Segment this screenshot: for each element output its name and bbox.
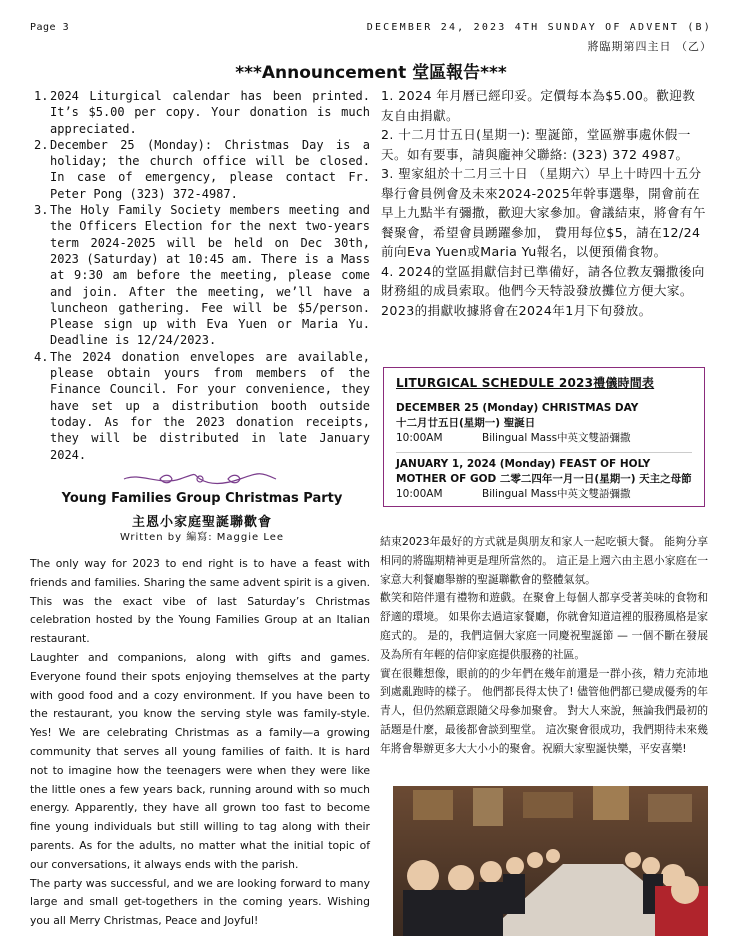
- article-body-chinese: [380, 533, 708, 759]
- item-text: The Holy Family Society members meeting and the Officers Election for the next two-years term 2024-2025 will be held on Dec 30th, 2023 (Saturday) at 10:45 am. There is a Mass at 9:30 am before the meeting, please come and join. After the meeting, we’ll have a luncheon gathering. Fee will be $5/person. Please sign up with Eva Yuen or Maria Yu. Deadline is 12/24/2023.: [50, 203, 370, 348]
- article-title-chinese: 主恩小家庭聖誕聯歡會: [131, 515, 272, 530]
- entry-time: 10:00AM: [396, 432, 443, 444]
- divider: [396, 452, 692, 453]
- item-text: The 2024 donation envelopes are available, please obtain yours from members of the Finance Council. For your convenience, they have set up a distribution booth outside today. As for the 2023 donation receipts, they will be distributed in late January 2024.: [50, 349, 370, 462]
- item-number: 2.: [34, 137, 49, 152]
- announcements-english: [34, 88, 370, 463]
- entry-time: 10:00AM: [396, 488, 443, 500]
- date-line: DECEMBER 24, 2023 4TH SUNDAY OF ADVENT (B): [366, 22, 712, 33]
- entry-date: DECEMBER 25 (Monday) CHRISTMAS DAY: [396, 402, 639, 414]
- announcement-item: [34, 137, 370, 202]
- announcement-item-zh: 2. 十二月廿五日(星期一): 聖誕節，堂區辦事處休假一天。如有要事，請與龐神父聯絡: (323) 372 4987。: [381, 127, 691, 162]
- announcement-item-zh: 1. 2024 年月曆已經印妥。定價每本為$5.00。歡迎教友自由捐獻。: [381, 88, 696, 123]
- article-author: Written by 編寫: Maggie Lee: [119, 532, 285, 543]
- page-title: ***Announcement 堂區報告***: [235, 63, 507, 83]
- announcement-item-zh: 4. 2024的堂區捐獻信封已準備好，請各位教友彌撒後向財務組的成員索取。他們今天特設發放攤位方便大家。 2023的捐獻收據將會在2024年1月下旬發放。: [381, 263, 705, 318]
- entry-date: JANUARY 1, 2024 (Monday) FEAST OF HOLY MOTHER OF GOD 二零二四年一月一日(星期一) 天主之母節: [396, 458, 692, 485]
- paragraph: 歡笑和陪伴還有禮物和遊戲。在聚會上每個人都享受著美味的食物和舒適的環境。 如果你去過這家餐廳，你就會知道這裡的服務風格是家庭式的。 是的，我們這個大家庭一同慶祝聖誕節 — 一個不斷在發展及為所有年輕的信仰家庭提供服務的社區。: [380, 591, 708, 661]
- paragraph: Laughter and companions, along with gifts and games. Everyone found their spots enjoying themselves at the party with good food and a cozy environment. If you have been to the restaurant, you know the serving style was family-style. Yes! We are celebrating Christmas as a family—a growing community that serves all young families of faith. It is hard not to imagine how the teenagers were when they were like the little ones a few years back, running around with so much energy. Apparently, they have all grown too fast to become fine young individuals but still willing to tag along with their parents. As for the adults, no matter what the initial topic of our conversations, it always ends with the parish.: [30, 650, 370, 871]
- paragraph: 實在很難想像，眼前的的少年們在幾年前還是一群小孩，精力充沛地到處亂跑時的樣子。 他們都長得太快了! 儘管他們都已變成優秀的年青人，但仍然願意跟隨父母參加聚會。 對大人來說，無論我們最初的話題是什麼，最後都會談到聖堂。 這次聚會很成功，我們期待未來幾年將會舉辦更多大大小小的聚會。祝願大家聖誕快樂，平安喜樂!: [380, 666, 708, 755]
- page-number: Page 3: [30, 22, 70, 33]
- paragraph: The party was successful, and we are looking forward to many large and small get-togethers in the coming years. Wishing you all Merry Christmas, Peace and Joyful!: [30, 876, 370, 928]
- liturgical-schedule-box: [383, 367, 705, 507]
- announcements-chinese: [381, 86, 707, 320]
- entry-description: Bilingual Mass中英文雙語彌撒: [482, 488, 631, 500]
- liturgical-schedule-title: LITURGICAL SCHEDULE 2023禮儀時間表: [396, 376, 655, 390]
- announcement-item: [34, 88, 370, 137]
- article-body-english: [30, 555, 370, 931]
- announcement-item-zh: 3. 聖家組於十二月三十日 （星期六）早上十時四十五分舉行會員例會及未來2024-2025年幹事選舉，開會前在早上九點半有彌撒，歡迎大家參加。會議結束，將會有午餐聚會，希望會員踴躍參加， 費用每位$5，請在12/24前向Eva Yuen或Maria Yu報名，以便預備食物。: [381, 166, 706, 259]
- item-text: December 25 (Monday): Christmas Day is a holiday; the church office will be closed. In case of emergency, please contact Fr. Peter Pong (323) 372-4987.: [50, 137, 370, 201]
- item-number: 4.: [34, 349, 49, 364]
- date-line-chinese: 將臨期第四主日 （乙）: [587, 40, 712, 53]
- schedule-entry: [396, 457, 692, 502]
- item-number: 1.: [34, 89, 49, 103]
- announcement-item: [34, 349, 370, 463]
- article-title: Young Families Group Christmas Party: [61, 491, 343, 506]
- flourish-ornament-icon: [120, 470, 280, 488]
- paragraph: 結束2023年最好的方式就是與朋友和家人一起吃頓大餐。 能夠分享相同的將臨期精神更是理所當然的。 這正是上週六由主恩小家庭在一家意大利餐廳舉辦的聖誕聯歡會的整體氣氛。: [380, 535, 708, 586]
- item-text: 2024 Liturgical calendar has been printed. It’s $5.00 per copy. Your donation is much appreciated.: [50, 89, 370, 136]
- schedule-entry: [396, 401, 692, 446]
- party-photo: [393, 786, 708, 936]
- entry-description: Bilingual Mass中英文雙語彌撒: [482, 432, 631, 444]
- paragraph: The only way for 2023 to end right is to have a feast with friends and families. Sharing the same advent spirit is a given. This was the exact vibe of last Saturday’s Christmas celebration hosted by the Young Families Group at an Italian restaurant.: [30, 557, 370, 646]
- announcement-item: [34, 202, 370, 349]
- entry-date-chinese: 十二月廿五日(星期一) 聖誕日: [396, 417, 536, 429]
- item-number: 3.: [34, 203, 49, 218]
